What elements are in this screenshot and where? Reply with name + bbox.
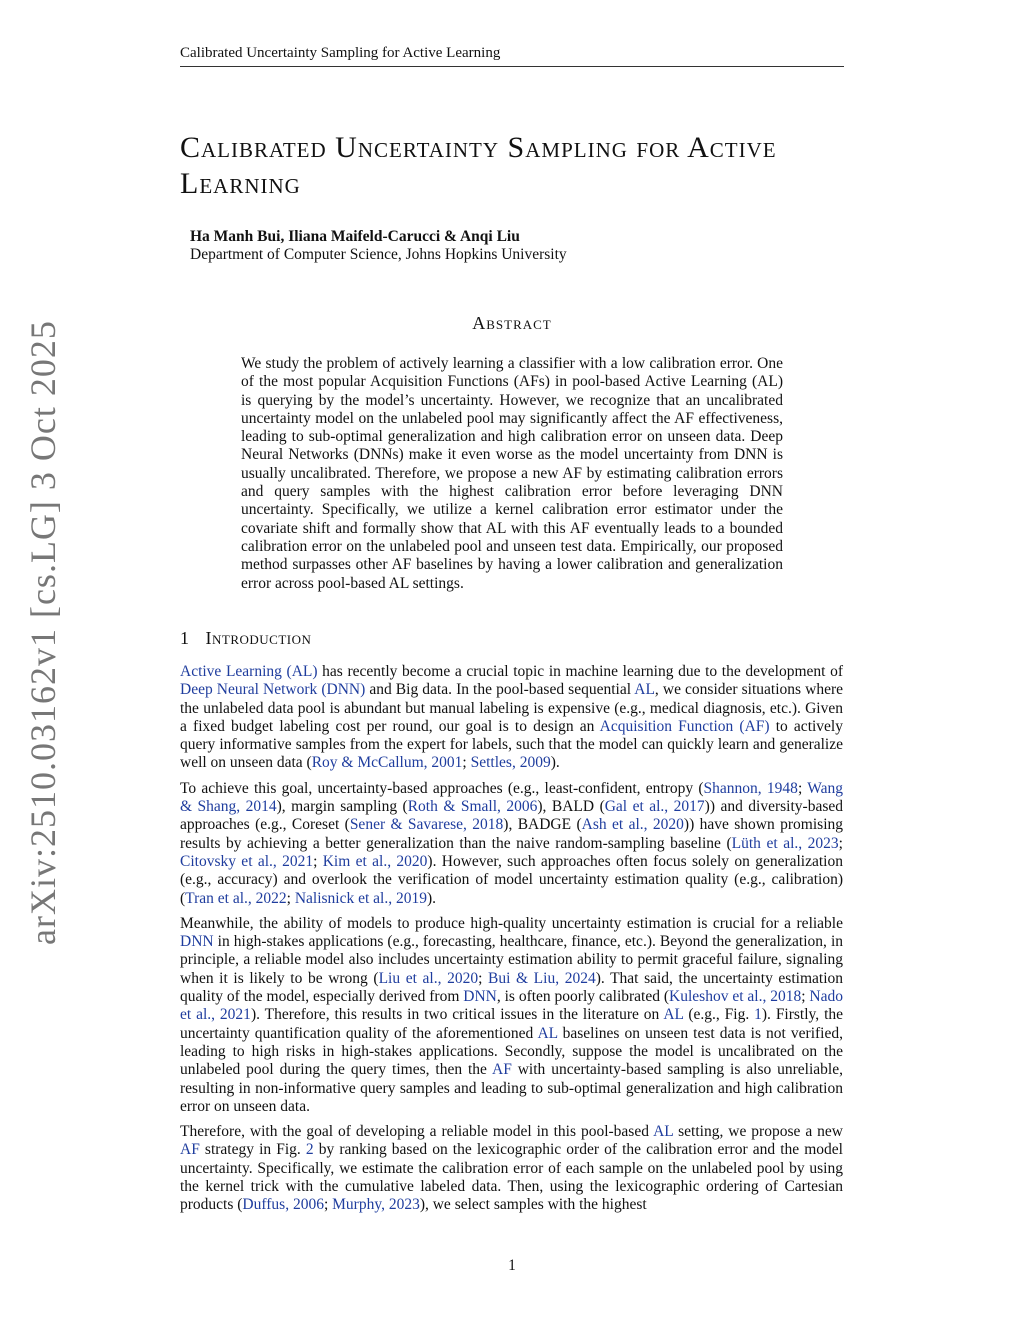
paragraph-text: by ranking based on the lexicographic order of the calibration error and the model uncertainty. Specifically, we estimate the calibration error of each sample on the unlabeled pool by using the kernel trick with the cumulative labeled data. Then, using the lexicographic ordering of Cartesian products (: [180, 1141, 843, 1214]
reference-link[interactable]: 1: [754, 1006, 762, 1024]
paragraph-text: )) and diversity-based approaches (e.g., Coreset (: [180, 798, 843, 834]
abstract-text: We study the problem of actively learning a classifier with a low calibration error. One of the most popular Acquisition Functions (AFs) in pool-based Active Learning (AL) is querying by the model’s uncertainty. However, we recognize that an uncalibrated uncertainty model on the unlabeled pool may significantly affect the AF effectiveness, leading to sub-optimal generalization and high calibration error on unseen data. Deep Neural Networks (DNNs) make it even worse as the model uncertainty from DNN is usually uncalibrated. Therefore, we propose a new AF by estimating calibration errors and query samples with the highest calibration error before leveraging DNN uncertainty. Specifically, we utilize a kernel calibration error estimator under the covariate shift and formally show that AL with this AF eventually leads to a bounded calibration error on the unlabeled pool and unseen test data. Empirically, our proposed method surpasses other AF baselines by having a lower calibration and generalization error across pool-based AL settings.: [241, 355, 783, 592]
intro-paragraph: [180, 780, 843, 908]
running-head: Calibrated Uncertainty Sampling for Active Learning: [180, 44, 844, 67]
paragraph-text: Therefore, with the goal of developing a reliable model in this pool-based: [180, 1123, 654, 1141]
section-title: Introduction: [205, 628, 312, 648]
reference-link[interactable]: Deep Neural Network (DNN): [180, 681, 366, 699]
abstract-heading: Abstract: [472, 313, 552, 333]
paragraph-text: ;: [286, 889, 295, 907]
paragraph-text: ), BALD (: [537, 798, 605, 816]
reference-link[interactable]: Lüth et al., 2023: [731, 834, 839, 852]
paragraph-text: ;: [478, 969, 488, 987]
reference-link[interactable]: Sener & Savarese, 2018: [349, 816, 504, 834]
intro-paragraph: [180, 915, 843, 1116]
paragraph-text: ). Therefore, this results in two critical issues in the literature on: [250, 1006, 664, 1024]
reference-link[interactable]: Bui & Liu, 2024: [488, 969, 596, 987]
reference-link[interactable]: AL: [537, 1024, 558, 1042]
reference-link[interactable]: DNN: [180, 933, 214, 951]
author-list: Ha Manh Bui, Iliana Maifeld-Carucci & Anqi Liu: [190, 228, 520, 245]
paper-title: Calibrated Uncertainty Sampling for Active Learning: [180, 131, 777, 200]
paragraph-text: ). However, such approaches often focus solely on generalization (e.g., accuracy) and overlook the verification of model uncertainty estimation quality (e.g., calibration) (: [180, 852, 843, 907]
abstract: [241, 355, 783, 593]
paragraph-text: ;: [838, 834, 843, 852]
reference-link[interactable]: Active Learning (AL): [180, 663, 318, 680]
reference-link[interactable]: AL: [634, 681, 655, 699]
paragraph-text: with uncertainty-based sampling is also unreliable, resulting in non-informative query samples and leading to sub-optimal generalization and high calibration error on unseen data.: [180, 1061, 843, 1115]
paragraph-text: , we consider situations where the unlabeled data pool is abundant but manual labeling is expensive (e.g., medical diagnosis, etc.). Given a fixed budget labeling cost per round, our goal is to design an: [180, 681, 843, 735]
reference-link[interactable]: Tran et al., 2022: [185, 889, 287, 907]
reference-link[interactable]: Roy & McCallum, 2001: [311, 754, 463, 772]
reference-link[interactable]: Nado et al., 2021: [180, 988, 843, 1024]
reference-link[interactable]: Liu et al., 2020: [378, 969, 479, 987]
reference-link[interactable]: Duffus, 2006: [242, 1196, 324, 1214]
reference-link[interactable]: Murphy, 2023: [332, 1196, 420, 1214]
paragraph-text: baselines on unseen test data is not verified, leading to high risks in high-stakes applications. Secondly, suppose the model is uncalibrated on the unlabeled pool during the query times, then the: [180, 1024, 843, 1079]
paragraph-text: and Big data. In the pool-based sequential: [365, 681, 635, 699]
paragraph-text: in high-stakes applications (e.g., forecasting, healthcare, finance, etc.). Beyond the generalization, in principle, a reliable model also includes uncertainty estimation ability to permit graceful failure, signaling when it is likely to be wrong (: [180, 933, 843, 987]
paragraph-text: ;: [323, 1196, 333, 1214]
paragraph-text: has recently become a crucial topic in machine learning due to the development of: [317, 663, 843, 680]
reference-link[interactable]: Nalisnick et al., 2019: [294, 889, 427, 907]
paragraph-text: ;: [313, 852, 323, 870]
paragraph-text: Meanwhile, the ability of models to produce high-quality uncertainty estimation is crucial for a reliable: [180, 914, 843, 932]
intro-paragraph: [180, 663, 843, 773]
reference-link[interactable]: Roth & Small, 2006: [407, 798, 538, 816]
reference-link[interactable]: AF: [492, 1061, 512, 1079]
reference-link[interactable]: Wang & Shang, 2014: [180, 779, 844, 816]
affiliation: Department of Computer Science, Johns Hopkins University: [190, 246, 567, 263]
reference-link[interactable]: AL: [653, 1123, 674, 1141]
reference-link[interactable]: Kim et al., 2020: [322, 852, 428, 870]
paragraph-text: (e.g., Fig.: [683, 1006, 755, 1024]
reference-link[interactable]: Settles, 2009: [470, 754, 551, 772]
paragraph-text: , is often poorly calibrated (: [496, 988, 670, 1006]
arxiv-identifier-stamp: arXiv:2510.03162v1 [cs.LG] 3 Oct 2025: [23, 320, 63, 945]
paragraph-text: ).: [550, 754, 560, 772]
paragraph-text: ;: [797, 779, 808, 797]
intro-paragraph: [180, 1123, 843, 1214]
paragraph-text: ). Firstly, the uncertainty quantification quality of the aforementioned: [180, 1006, 844, 1042]
reference-link[interactable]: Acquisition Function (AF): [599, 717, 770, 735]
reference-link[interactable]: Citovsky et al., 2021: [180, 852, 314, 870]
page-number: 1: [508, 1257, 516, 1274]
reference-link[interactable]: AL: [663, 1006, 684, 1024]
reference-link[interactable]: AF: [180, 1141, 200, 1159]
reference-link[interactable]: DNN: [463, 988, 497, 1006]
reference-link[interactable]: Gal et al., 2017: [604, 798, 705, 816]
paragraph-text: to actively query informative samples from the expert for labels, such that the model can quickly learn and generalize well on unseen data (: [180, 717, 843, 772]
section-heading: [180, 628, 311, 649]
reference-link[interactable]: 2: [305, 1141, 314, 1159]
reference-link[interactable]: Ash et al., 2020: [581, 816, 684, 834]
reference-link[interactable]: Kuleshov et al., 2018: [669, 988, 802, 1006]
paragraph-text: ;: [801, 988, 810, 1006]
paragraph-text: To achieve this goal, uncertainty-based approaches (e.g., least-confident, entropy (: [180, 779, 704, 797]
paragraph-text: ), BADGE (: [503, 816, 582, 834]
paragraph-text: )) have shown promising results by achieving a better generalization than the naive random-sampling baseline (: [180, 816, 844, 852]
section-number: 1: [180, 628, 190, 648]
paragraph-text: ), margin sampling (: [276, 798, 408, 816]
introduction-body: [180, 663, 843, 1222]
paragraph-text: ;: [462, 754, 471, 772]
reference-link[interactable]: Shannon, 1948: [703, 779, 798, 797]
paragraph-text: strategy in Fig.: [199, 1141, 306, 1159]
paragraph-text: ), we select samples with the highest: [419, 1196, 647, 1214]
paragraph-text: setting, we propose a new: [673, 1123, 843, 1141]
paragraph-text: ).: [426, 889, 437, 907]
paragraph-text: ). That said, the uncertainty estimation quality of the model, especially derived from: [180, 969, 844, 1006]
